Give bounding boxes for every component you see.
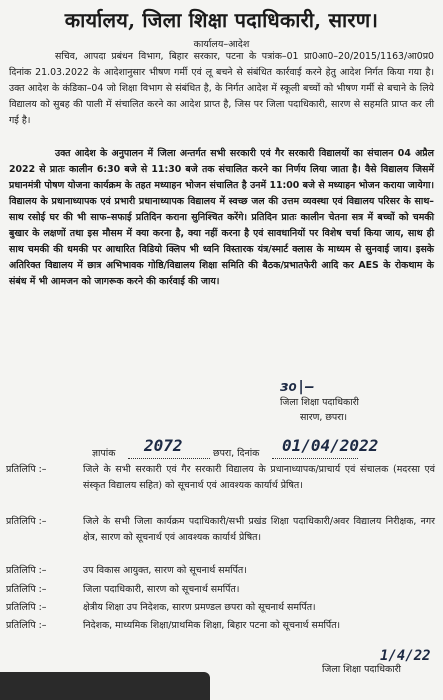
memo-number-underline [128,458,210,459]
footer-handwritten-date: 1/4/22 [380,648,431,664]
memo-date-underline [272,458,358,459]
footer-designation: जिला शिक्षा पदाधिकारी [322,664,401,675]
memo-label: ज्ञापांक [92,448,116,459]
signature-block [280,380,430,425]
copy-text: क्षेत्रीय शिक्षा उप निदेशक, सारण प्रमण्डल छपरा को सूचनार्थ समर्पित। [83,602,316,613]
body-paragraph-2: उक्त आदेश के अनुपालन में जिला अन्तर्गत सभी सरकारी एवं गैर सरकारी विद्यालयों का संचालन 04 अप्रैल 2022 से प्रातः कालीन 6:30 बजे से 11:30 बजे तक संचालित करने का निर्णय लिया जाता है। वैसे विद्यालय जिसमें प्रधानमंत्री पोषण योजना कार्यक्रम के तहत मध्याहन भोजन संचालित है उनमें 11:00 बजे से मध्याहन भोजन कराया जायेगा। विद्यालय के प्रधानाध्यापक एवं प्रभारी प्रधानाध्यापक विद्यालय में स्वच्छ जल की उत्तम व्यवस्था एवं विद्यालय परिसर के साथ–साथ रसोई घर की भी साफ–सफाई प्रतिदिन कराना सुनिश्चित करेंगे। प्रतिदिन प्रातः कालीन चेतना सत्र में बच्चों को चमकी बुखार के लक्षणों तथा इस मौसम में क्या करना है, क्या नहीं करना है एवं सावधानियों पर विशेष चर्चा किया जाय, साथ ही साथ चमकी की धमकी पर आधारित विडियो क्लिप भी ध्वनि विस्तारक यंत्र/स्मार्ट क्लास के माध्यम से सुनवाई जाय। इसके अतिरिक्त विद्यालय में छात्र अभिभावक गोष्ठि/विद्यालय शिक्षा समिति की बैठक/प्रभातफेरी आदि कर AES के रोकथाम के संबंध में भी आमजन को जागरूक करने की कार्रवाई की जाय। [9,148,434,287]
body-paragraph-1: सचिव, आपदा प्रबंधन विभाग, बिहार सरकार, पटना के पत्रांक–01 प्रा0आ0–20/2015/1163/आ0प्र0 दिनांक 21.03.2022 के आदेशानुसार भीषण गर्मी एवं लू बचने से संबंधित कार्रवाई करने हेतु आदेश निर्गत किया गया है। उक्त आदेश के कंडिका–04 जो शिक्षा विभाग से संबंधित है, के निर्गत आदेश में स्कूली बच्चों को भीषण गर्मी से बचाने के लिये विद्यालय को सुबह की पाली में संचालित करने का आदेश प्राप्त है, जिस पर जिला पदाधिकारी, सारण से सहमति प्राप्त कर ली गई है। [9,51,434,126]
copy-label: प्रतिलिपि :– [6,516,47,527]
copy-text: जिले के सभी जिला कार्यक्रम पदाधिकारी/सभी प्रखंड शिक्षा पदाधिकारी/अवर विद्यालय निरीक्षक, नगर क्षेत्र, सारण को सूचनार्थ एवं आवश्यक कार्यार्थ प्रेषित। [83,516,435,543]
copy-label: प्रतिलिपि :– [6,620,47,631]
overlay-shadow [0,672,210,700]
order-subtitle: कार्यालय–आदेश [193,39,250,50]
memo-number: 2072 [144,436,183,455]
copy-label: प्रतिलिपि :– [6,565,47,576]
copy-label: प्रतिलिपि :– [6,584,47,595]
memo-date: 01/04/2022 [282,436,379,455]
copy-text: उप विकास आयुक्त, सारण को सूचनार्थ समर्पित। [83,565,247,576]
signatory-location: सारण, छपरा। [300,412,348,423]
copy-text: जिला पदाधिकारी, सारण को सूचनार्थ समर्पित। [83,584,240,595]
memo-place-date-label: छपरा, दिनांक [213,448,260,459]
copy-text: जिले के सभी सरकारी एवं गैर सरकारी विद्यालय के प्रधानाध्यापक/प्राचार्य एवं संचालक (मदरसा एवं संस्कृत विद्यालय सहित) को सूचनार्थ एवं आवश्यक कार्यार्थ प्रेषित। [83,464,435,491]
signatory-designation: जिला शिक्षा पदाधिकारी [280,397,359,408]
copy-text: निदेशक, माध्यमिक शिक्षा/प्राथमिक शिक्षा, बिहार पटना को सूचनार्थ समर्पित। [83,620,341,631]
copy-label: प्रतिलिपि :– [6,464,47,475]
copy-label: प्रतिलिपि :– [6,602,47,613]
office-title: कार्यालय, जिला शिक्षा पदाधिकारी, सारण। [64,8,379,32]
handwritten-signature: ɜo|— [280,379,314,395]
